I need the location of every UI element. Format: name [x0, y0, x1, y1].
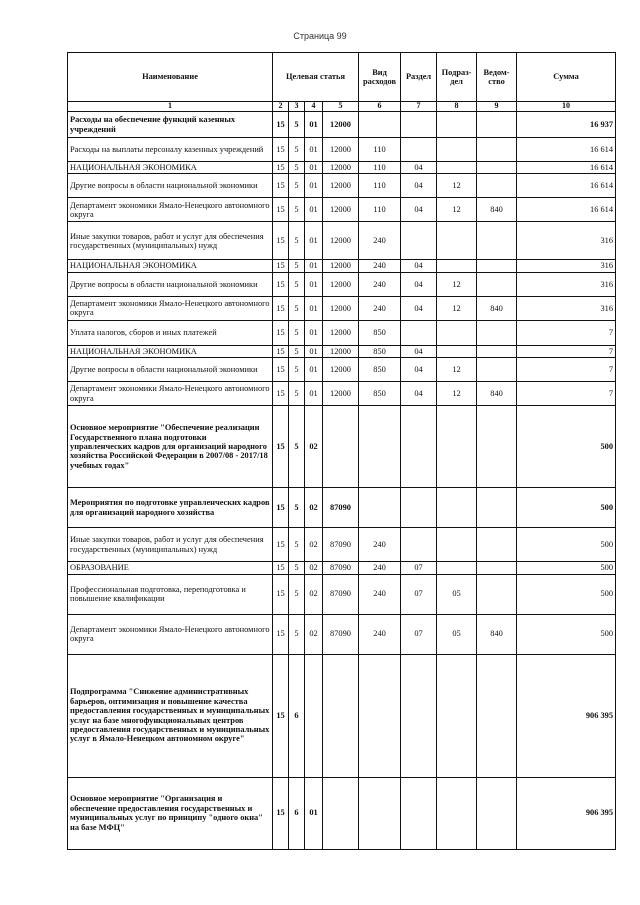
target-article-part-2: 5 [289, 138, 305, 162]
target-article-part-2: 5 [289, 112, 305, 138]
target-article-part-2: 5 [289, 614, 305, 654]
target-article-part-2: 5 [289, 382, 305, 406]
sum-cell: 316 [517, 222, 616, 260]
target-article-part-1: 15 [273, 488, 289, 528]
section-cell: 07 [401, 614, 437, 654]
row-name: НАЦИОНАЛЬНАЯ ЭКОНОМИКА [68, 162, 273, 174]
section-cell [401, 406, 437, 488]
subsection-cell: 12 [437, 272, 477, 296]
expense-type-cell [359, 112, 401, 138]
department-cell [477, 174, 517, 198]
department-cell [477, 112, 517, 138]
sum-cell: 316 [517, 272, 616, 296]
row-name: Другие вопросы в области национальной экономики [68, 272, 273, 296]
target-article-part-1: 15 [273, 296, 289, 320]
target-article-part-4: 87090 [323, 614, 359, 654]
column-number: 7 [401, 102, 437, 112]
department-cell: 840 [477, 296, 517, 320]
target-article-part-4 [323, 654, 359, 777]
department-cell [477, 488, 517, 528]
target-article-part-3: 01 [305, 320, 323, 345]
table-row [68, 272, 616, 296]
table-row [68, 174, 616, 198]
table-body [68, 112, 616, 850]
target-article-part-1: 15 [273, 358, 289, 382]
expense-type-cell: 240 [359, 222, 401, 260]
row-name: Иные закупки товаров, работ и услуг для обеспечения государственных (муниципальных) нужд [68, 222, 273, 260]
department-cell [477, 574, 517, 614]
section-cell: 04 [401, 358, 437, 382]
row-name: Департамент экономики Ямало-Ненецкого автономного округа [68, 198, 273, 222]
target-article-part-1: 15 [273, 574, 289, 614]
target-article-part-3: 02 [305, 574, 323, 614]
row-name: НАЦИОНАЛЬНАЯ ЭКОНОМИКА [68, 260, 273, 272]
target-article-part-2: 5 [289, 174, 305, 198]
table-row [68, 138, 616, 162]
target-article-part-4: 87090 [323, 574, 359, 614]
subsection-cell: 12 [437, 198, 477, 222]
sum-cell: 16 614 [517, 138, 616, 162]
column-number: 2 [273, 102, 289, 112]
section-cell [401, 654, 437, 777]
expense-type-cell [359, 654, 401, 777]
target-article-part-3: 02 [305, 562, 323, 574]
target-article-part-3: 01 [305, 260, 323, 272]
sum-cell: 500 [517, 528, 616, 562]
sum-cell: 500 [517, 562, 616, 574]
department-cell [477, 528, 517, 562]
expense-type-cell [359, 777, 401, 849]
section-cell: 04 [401, 198, 437, 222]
target-article-part-2: 5 [289, 345, 305, 357]
target-article-part-1: 15 [273, 174, 289, 198]
sum-cell: 906 395 [517, 777, 616, 849]
subsection-cell: 12 [437, 174, 477, 198]
target-article-part-4: 12000 [323, 320, 359, 345]
target-article-part-2: 5 [289, 574, 305, 614]
header-expense-type: Вид расходов [359, 53, 401, 102]
department-cell [477, 138, 517, 162]
sum-cell: 7 [517, 358, 616, 382]
section-cell: 07 [401, 574, 437, 614]
row-name: Подпрограмма "Снижение административных барьеров, оптимизация и повышение качества предоставления государственных и муниципальных услуг на базе многофункциональных центров предоставления государственных и муниципальных услуг в Ямало-Ненецком автономном округе" [68, 654, 273, 777]
section-cell: 04 [401, 162, 437, 174]
expense-type-cell: 110 [359, 138, 401, 162]
subsection-cell: 05 [437, 574, 477, 614]
target-article-part-3: 01 [305, 272, 323, 296]
column-number: 3 [289, 102, 305, 112]
sum-cell: 316 [517, 260, 616, 272]
header-section: Раздел [401, 53, 437, 102]
subsection-cell [437, 320, 477, 345]
section-cell: 04 [401, 345, 437, 357]
target-article-part-4: 12000 [323, 358, 359, 382]
table-row [68, 358, 616, 382]
department-cell [477, 406, 517, 488]
target-article-part-2: 5 [289, 296, 305, 320]
sum-cell: 316 [517, 296, 616, 320]
page-number-label: Страница 99 [293, 31, 347, 41]
header-target-article: Целевая статья [273, 53, 359, 102]
target-article-part-4: 87090 [323, 528, 359, 562]
expense-type-cell: 110 [359, 162, 401, 174]
target-article-part-4: 12000 [323, 345, 359, 357]
expense-type-cell: 850 [359, 345, 401, 357]
subsection-cell [437, 345, 477, 357]
target-article-part-2: 5 [289, 528, 305, 562]
table-row [68, 654, 616, 777]
column-number: 8 [437, 102, 477, 112]
table-row [68, 777, 616, 849]
section-cell: 07 [401, 562, 437, 574]
expense-type-cell: 850 [359, 382, 401, 406]
subsection-cell [437, 777, 477, 849]
column-number: 10 [517, 102, 616, 112]
target-article-part-3: 01 [305, 358, 323, 382]
section-cell [401, 320, 437, 345]
subsection-cell: 12 [437, 296, 477, 320]
row-name: Другие вопросы в области национальной экономики [68, 174, 273, 198]
target-article-part-4: 12000 [323, 260, 359, 272]
header-department: Ведом-ство [477, 53, 517, 102]
row-name: ОБРАЗОВАНИЕ [68, 562, 273, 574]
target-article-part-4 [323, 777, 359, 849]
sum-cell: 500 [517, 406, 616, 488]
target-article-part-2: 6 [289, 654, 305, 777]
row-name: Департамент экономики Ямало-Ненецкого автономного округа [68, 614, 273, 654]
department-cell [477, 345, 517, 357]
department-cell: 840 [477, 198, 517, 222]
table-row [68, 406, 616, 488]
target-article-part-3: 01 [305, 382, 323, 406]
target-article-part-2: 5 [289, 488, 305, 528]
target-article-part-2: 5 [289, 272, 305, 296]
target-article-part-2: 6 [289, 777, 305, 849]
expense-type-cell: 240 [359, 296, 401, 320]
row-name: Другие вопросы в области национальной экономики [68, 358, 273, 382]
target-article-part-1: 15 [273, 406, 289, 488]
target-article-part-1: 15 [273, 320, 289, 345]
table-row [68, 345, 616, 357]
header-name: Наименование [68, 53, 273, 102]
expense-type-cell: 240 [359, 614, 401, 654]
target-article-part-1: 15 [273, 562, 289, 574]
row-name: Профессиональная подготовка, переподготовка и повышение квалификации [68, 574, 273, 614]
budget-table [67, 52, 616, 850]
subsection-cell: 05 [437, 614, 477, 654]
expense-type-cell: 240 [359, 272, 401, 296]
target-article-part-2: 5 [289, 358, 305, 382]
target-article-part-4: 12000 [323, 296, 359, 320]
subsection-cell [437, 260, 477, 272]
target-article-part-3: 01 [305, 198, 323, 222]
sum-cell: 500 [517, 614, 616, 654]
expense-type-cell [359, 406, 401, 488]
section-cell: 04 [401, 174, 437, 198]
column-number: 9 [477, 102, 517, 112]
target-article-part-3: 01 [305, 112, 323, 138]
section-cell [401, 488, 437, 528]
subsection-cell: 12 [437, 382, 477, 406]
target-article-part-4 [323, 406, 359, 488]
subsection-cell: 12 [437, 358, 477, 382]
row-name: Иные закупки товаров, работ и услуг для обеспечения государственных (муниципальных) нужд [68, 528, 273, 562]
section-cell [401, 528, 437, 562]
target-article-part-1: 15 [273, 272, 289, 296]
expense-type-cell: 850 [359, 320, 401, 345]
target-article-part-4: 87090 [323, 488, 359, 528]
table-row [68, 198, 616, 222]
sum-cell: 7 [517, 320, 616, 345]
expense-type-cell: 110 [359, 174, 401, 198]
department-cell [477, 320, 517, 345]
target-article-part-1: 15 [273, 654, 289, 777]
row-name: Департамент экономики Ямало-Ненецкого автономного округа [68, 382, 273, 406]
sum-cell: 500 [517, 574, 616, 614]
section-cell: 04 [401, 272, 437, 296]
target-article-part-3: 01 [305, 138, 323, 162]
target-article-part-4: 12000 [323, 222, 359, 260]
header-subsection: Подраз-дел [437, 53, 477, 102]
department-cell [477, 260, 517, 272]
target-article-part-4: 12000 [323, 272, 359, 296]
column-number: 4 [305, 102, 323, 112]
target-article-part-4: 12000 [323, 162, 359, 174]
target-article-part-1: 15 [273, 382, 289, 406]
column-number: 6 [359, 102, 401, 112]
sum-cell: 16 614 [517, 174, 616, 198]
target-article-part-1: 15 [273, 198, 289, 222]
table-row [68, 112, 616, 138]
subsection-cell [437, 562, 477, 574]
target-article-part-2: 5 [289, 562, 305, 574]
sum-cell: 906 395 [517, 654, 616, 777]
target-article-part-1: 15 [273, 138, 289, 162]
department-cell [477, 162, 517, 174]
row-name: Уплата налогов, сборов и иных платежей [68, 320, 273, 345]
header-sum: Сумма [517, 53, 616, 102]
department-cell: 840 [477, 614, 517, 654]
target-article-part-1: 15 [273, 112, 289, 138]
sum-cell: 7 [517, 382, 616, 406]
target-article-part-3: 01 [305, 345, 323, 357]
target-article-part-3: 01 [305, 174, 323, 198]
target-article-part-2: 5 [289, 320, 305, 345]
row-name: Департамент экономики Ямало-Ненецкого автономного округа [68, 296, 273, 320]
target-article-part-4: 12000 [323, 138, 359, 162]
section-cell: 04 [401, 296, 437, 320]
subsection-cell [437, 138, 477, 162]
row-name: Мероприятия по подготовке управленческих кадров для организаций народного хозяйства [68, 488, 273, 528]
table-row [68, 574, 616, 614]
target-article-part-3 [305, 654, 323, 777]
table-row [68, 382, 616, 406]
target-article-part-1: 15 [273, 345, 289, 357]
table-row [68, 296, 616, 320]
table-row [68, 222, 616, 260]
sum-cell: 7 [517, 345, 616, 357]
expense-type-cell: 240 [359, 574, 401, 614]
section-cell: 04 [401, 382, 437, 406]
row-name: НАЦИОНАЛЬНАЯ ЭКОНОМИКА [68, 345, 273, 357]
section-cell [401, 777, 437, 849]
target-article-part-1: 15 [273, 528, 289, 562]
target-article-part-3: 01 [305, 162, 323, 174]
department-cell [477, 654, 517, 777]
column-number-row [68, 102, 616, 112]
table-row [68, 528, 616, 562]
table-row [68, 320, 616, 345]
row-name: Расходы на обеспечение функций казенных учреждений [68, 112, 273, 138]
subsection-cell [437, 488, 477, 528]
column-number: 1 [68, 102, 273, 112]
target-article-part-3: 01 [305, 777, 323, 849]
target-article-part-4: 12000 [323, 198, 359, 222]
expense-type-cell: 240 [359, 528, 401, 562]
target-article-part-1: 15 [273, 777, 289, 849]
section-cell [401, 112, 437, 138]
subsection-cell [437, 162, 477, 174]
target-article-part-1: 15 [273, 222, 289, 260]
sum-cell: 500 [517, 488, 616, 528]
target-article-part-3: 01 [305, 222, 323, 260]
subsection-cell [437, 112, 477, 138]
target-article-part-4: 12000 [323, 382, 359, 406]
department-cell [477, 222, 517, 260]
subsection-cell [437, 406, 477, 488]
table-row [68, 562, 616, 574]
expense-type-cell: 240 [359, 562, 401, 574]
sum-cell: 16 614 [517, 198, 616, 222]
target-article-part-3: 02 [305, 614, 323, 654]
target-article-part-2: 5 [289, 162, 305, 174]
header-row [68, 53, 616, 102]
department-cell [477, 777, 517, 849]
row-name: Основное мероприятие "Организация и обеспечение предоставления государственных и муниципальных услуг по принципу "одного окна" на базе МФЦ" [68, 777, 273, 849]
target-article-part-1: 15 [273, 260, 289, 272]
target-article-part-2: 5 [289, 222, 305, 260]
target-article-part-3: 02 [305, 488, 323, 528]
sum-cell: 16 937 [517, 112, 616, 138]
department-cell [477, 358, 517, 382]
department-cell [477, 272, 517, 296]
section-cell: 04 [401, 260, 437, 272]
target-article-part-3: 02 [305, 406, 323, 488]
target-article-part-3: 02 [305, 528, 323, 562]
target-article-part-4: 12000 [323, 112, 359, 138]
expense-type-cell [359, 488, 401, 528]
column-number: 5 [323, 102, 359, 112]
subsection-cell [437, 528, 477, 562]
expense-type-cell: 240 [359, 260, 401, 272]
table-row [68, 162, 616, 174]
target-article-part-2: 5 [289, 260, 305, 272]
table-row [68, 614, 616, 654]
row-name: Расходы на выплаты персоналу казенных учреждений [68, 138, 273, 162]
row-name: Основное мероприятие "Обеспечение реализации Государственного плана подготовки управленческих кадров для организаций народного хозяйства Российской Федерации в 2007/08 - 2017/18 учебных годах" [68, 406, 273, 488]
target-article-part-4: 87090 [323, 562, 359, 574]
sum-cell: 16 614 [517, 162, 616, 174]
subsection-cell [437, 222, 477, 260]
expense-type-cell: 110 [359, 198, 401, 222]
table-row [68, 260, 616, 272]
table-row [68, 488, 616, 528]
department-cell: 840 [477, 382, 517, 406]
target-article-part-3: 01 [305, 296, 323, 320]
section-cell [401, 138, 437, 162]
department-cell [477, 562, 517, 574]
subsection-cell [437, 654, 477, 777]
target-article-part-1: 15 [273, 614, 289, 654]
expense-type-cell: 850 [359, 358, 401, 382]
target-article-part-4: 12000 [323, 174, 359, 198]
target-article-part-1: 15 [273, 162, 289, 174]
target-article-part-2: 5 [289, 406, 305, 488]
section-cell [401, 222, 437, 260]
target-article-part-2: 5 [289, 198, 305, 222]
